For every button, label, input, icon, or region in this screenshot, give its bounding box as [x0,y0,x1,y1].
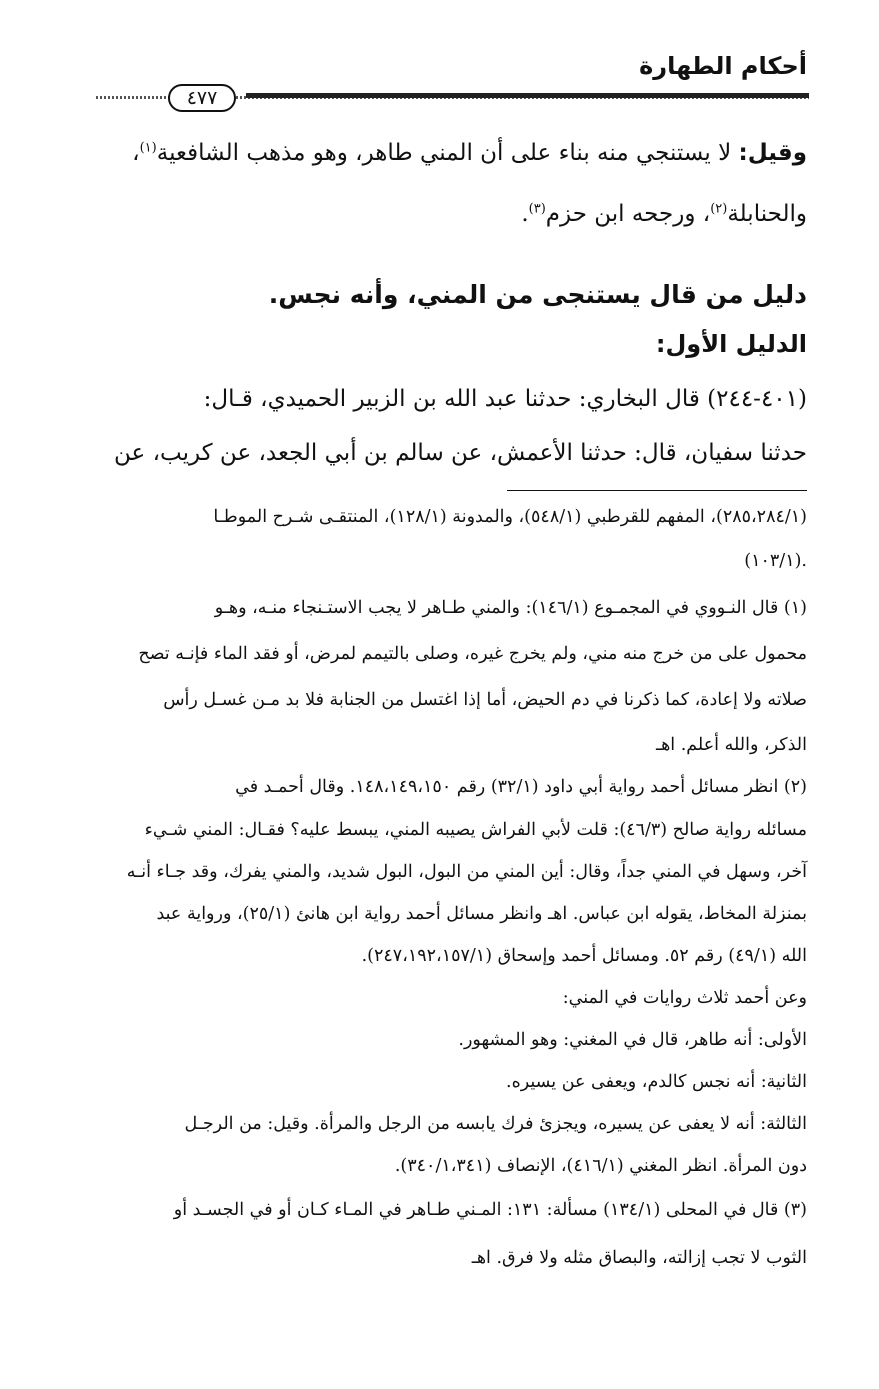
page-number: ٤٧٧ [168,84,236,112]
section-heading: دليل من قال يستنجى من المني، وأنه نجس. [268,280,807,309]
footnote-line: الأولى: أنه طاهر، قال في المغني: وهو المشهور. [458,1030,807,1050]
footnote-ref-3: (٣) [528,201,546,217]
footnote-ref-2: (٢) [710,201,728,217]
footnote-line: وعن أحمد ثلاث روايات في المني: [562,988,807,1008]
footnote-divider [507,490,807,491]
footnote-line: محمول على من خرج منه مني، ولم يخرج غيره، وصلى بالتيمم لمرض، أو فقد الماء فإنـه تصح [138,644,807,664]
footnote-line: الذكر، والله أعلم. اهـ [655,735,807,755]
footnote-line: مسائله رواية صالح (٤٦/٣): قلت لأبي الفراش يصيبه المني، يبسط عليه؟ فقـال: المني شـيء [144,820,807,840]
body-line-3: (٤٠١-٢٤٤) قال البخاري: حدثنا عبد الله بن الزبير الحميدي، قـال: [203,386,807,412]
footnote-line: الثالثة: أنه لا يعفى عن يسيره، ويجزئ فرك يابسه من الرجل والمرأة. وقيل: من الرجـل [184,1114,807,1134]
body-line-4: حدثنا سفيان، قال: حدثنا الأعمش، عن سالم بن أبي الجعد، عن كريب، عن [114,440,807,466]
footnote-line: الثوب لا تجب إزالته، والبصاق مثله ولا فرق. اهـ [471,1248,807,1268]
footnote-line: (٣) قال في المحلى (١٣٤/١) مسألة: ١٣١: المـني طـاهر في المـاء كـان أو في الجسـد أو [173,1200,807,1220]
footnote-line: (٢) انظر مسائل أحمد رواية أبي داود (٣٢/١) رقم ١٤٨،١٤٩،١٥٠. وقال أحمـد في [235,777,807,797]
footnote-line: (٢٨٥،٢٨٤/١)، المفهم للقرطبي (٥٤٨/١)، والمدونة (١٢٨/١)، المنتقـى شـرح الموطـا [213,507,807,527]
footnote-line: بمنزلة المخاط، يقوله ابن عباس. اهـ وانظر مسائل أحمد رواية ابن هانئ (٢٥/١)، ورواية عبد [156,904,807,924]
footnote-line: الثانية: أنه نجس كالدم، ويعفى عن يسيره. [506,1072,807,1092]
body-line-1: وقيل: لا يستنجي منه بناء على أن المني طاهر، وهو مذهب الشافعية$^{(١)}$، [132,140,807,166]
footnote-line: آخر، وسهل في المني جداً، وقال: أين المني من البول، البول شديد، والمني يفرك، وقد جـاء أنـه [126,862,807,882]
footnote-ref-1: (١) [139,140,157,156]
running-title: أحكام الطهارة [639,52,807,80]
footnote-line: (١) قال النـووي في المجمـوع (١٤٦/١): والمني طـاهر لا يجب الاستـنجاء منـه، وهـو [214,598,807,618]
footnote-line: الله (٤٩/١) رقم ٥٢. ومسائل أحمد وإسحاق (٢٤٧،١٩٢،١٥٧/١). [361,946,807,966]
sub-heading: الدليل الأول: [655,330,807,358]
body-line-2: والحنابلة$^{(٢)}$، ورجحه ابن حزم$^{(٣)}$. [521,201,807,227]
lead-word: وقيل: [738,140,807,166]
footnote-line: دون المرأة. انظر المغني (٤١٦/١)، الإنصاف (٣٤٠/١،٣٤١). [394,1156,807,1176]
footnote-line: (١٠٣/١). [744,551,807,571]
footnote-line: صلاته ولا إعادة، كما ذكرنا في دم الحيض، أما إذا اغتسل من الجنابة فلا بد مـن غسـل رأس [163,690,807,710]
